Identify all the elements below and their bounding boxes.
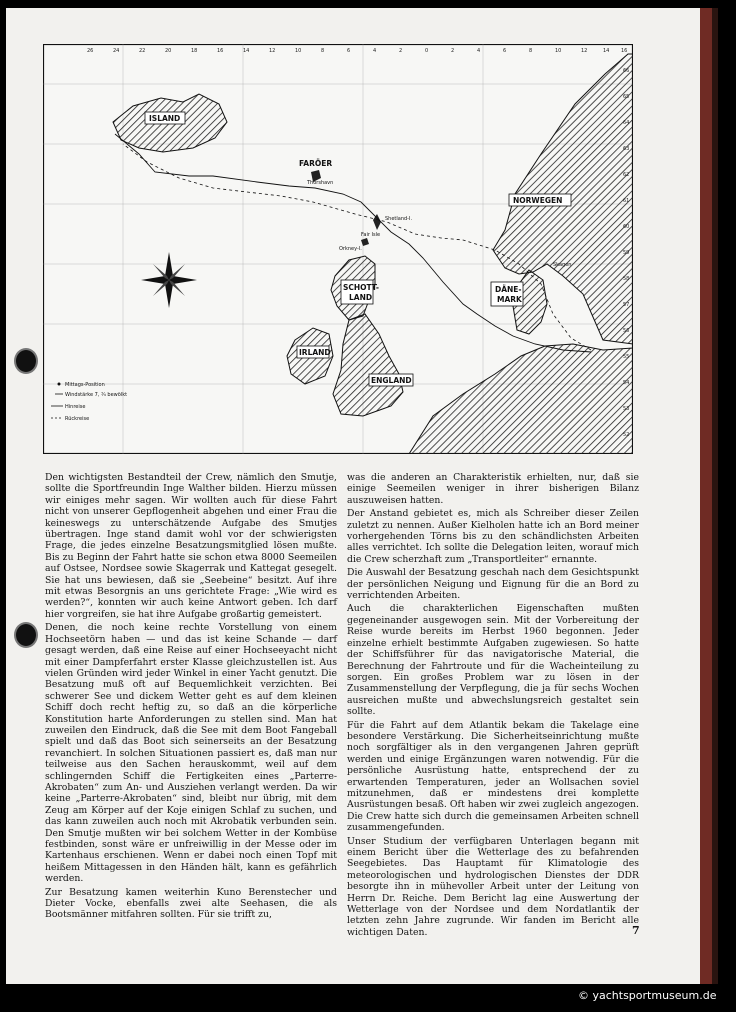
svg-text:2: 2: [399, 48, 403, 54]
svg-text:26: 26: [87, 48, 94, 54]
label-shetland: Shetland-I.: [385, 216, 413, 222]
shetland-islands: [373, 214, 381, 230]
label-irland: IRLAND: [299, 348, 331, 357]
map-legend: [51, 382, 127, 422]
label-orkney: Orkney-I.: [339, 246, 362, 252]
route-map: [43, 44, 633, 454]
svg-text:8: 8: [529, 48, 533, 54]
article-paragraph: Die Auswahl der Besatzung geschah nach dem Gesichtspunkt der persönlichen Neigung und Eignung für die an Bord zu verrichtenden Arbeiten.: [347, 567, 639, 602]
svg-text:52: 52: [623, 432, 630, 438]
label-island: ISLAND: [149, 114, 181, 123]
article-paragraph: Für die Fahrt auf dem Atlantik bekam die Takelage eine besondere Verstärkung. Die Sicherheitseinrichtung mußte noch sorgfältiger als in den vergangenen Jahren geprüft werden und einige Ergänzungen waren notwendig. Für die persönliche Ausrüstung hatte, entsprechend der zu erwartenden Temperaturen, jeder an Wollsachen soviel mitzunehmen, daß er mindestens drei komplette Ausrüstungen besaß. Oft haben wir zwei zugleich angezogen. Die Crew hatte sich durch die gemeinsamen Arbeiten schnell zusammengefunden.: [347, 719, 639, 834]
svg-text:6: 6: [503, 48, 507, 54]
england-landmass: [333, 314, 403, 416]
svg-text:56: 56: [623, 328, 630, 334]
book-edge-shadow: [712, 8, 718, 984]
svg-text:0: 0: [425, 48, 429, 54]
label-norwegen: NORWEGEN: [513, 196, 563, 205]
svg-text:2: 2: [451, 48, 455, 54]
label-thorshavn: Thorshavn: [307, 180, 334, 186]
svg-text:55: 55: [623, 354, 630, 360]
svg-text:Mittags-Position: Mittags-Position: [65, 382, 105, 388]
svg-text:63: 63: [623, 146, 630, 152]
label-daenemark-2: MARK: [497, 295, 522, 304]
svg-text:4: 4: [477, 48, 481, 54]
label-schottland-1: SCHOTT-: [343, 283, 379, 292]
svg-text:Hinreise: Hinreise: [65, 404, 86, 410]
svg-text:12: 12: [581, 48, 588, 54]
label-fair-isle: Fair Isle: [361, 232, 381, 238]
article-paragraph: Auch die charakterlichen Eigenschaften mußten gegeneinander ausgewogen sein. Mit der Vorbereitung der Reise wurde bereits im Herbst 1960 begonnen. Jeder einzelne erhielt bestimmte Aufgaben zugewiesen. So hatte der Schiffsführer für das navigatorische Material, die Berechnung der Fahrtroute und für die Wacheinteilung zu sorgen. Ein großes Problem war zu lösen in der Zusammenstellung der Verpflegung, die ja für sechs Wochen ausreichen mußte und abwechslungsreich gestaltet sein sollte.: [347, 603, 639, 718]
article-paragraph: Der Anstand gebietet es, mich als Schreiber dieser Zeilen zuletzt zu nennen. Außer Kielholen hatte ich an Bord meiner vorhergehenden Törns bis zu den schändlichsten Arbeiten alles verrichtet. Ich sollte die Delegation leiten, worauf mich die Crew scherzhaft zum „Transportleiter“ ernannte.: [347, 508, 639, 565]
svg-text:10: 10: [295, 48, 302, 54]
article-right-column: [347, 472, 639, 940]
svg-text:66: 66: [623, 68, 630, 74]
top-ticks: [87, 48, 627, 54]
article-paragraph: Unser Studium der verfügbaren Unterlagen begann mit einem Bericht über die Wetterlage des zu befahrenden Seegebietes. Das Hauptamt für Klimatologie des meteorologischen und hydrologischen Dienstes der DDR besorgte ihn in mühevoller Arbeit unter der Leitung von Herrn Dr. Reiche. Dem Bericht lag eine Auswertung der Wetterlage von der Nordsee und dem Nordatlantik der letzten zehn Jahre zugrunde. Wir fanden im Bericht alle wichtigen Daten.: [347, 835, 639, 938]
page-number: 7: [632, 924, 640, 937]
article-paragraph: was die anderen an Charakteristik erhielten, nur, daß sie einige Seemeilen weniger in ihrer bisherigen Bilanz auszuweisen hatten.: [347, 472, 639, 506]
article-paragraph: Zur Besatzung kamen weiterhin Kuno Berenstecher und Dieter Vocke, ebenfalls zwei alte Seehasen, die als Bootsmänner mitfahren sollten. Für sie trifft zu,: [45, 886, 337, 921]
svg-text:14: 14: [603, 48, 610, 54]
label-daenemark-1: DÄNE-: [495, 285, 522, 294]
svg-text:18: 18: [191, 48, 198, 54]
binding-hole-icon: [14, 348, 38, 374]
label-england: ENGLAND: [371, 376, 412, 385]
svg-text:20: 20: [165, 48, 172, 54]
svg-text:14: 14: [243, 48, 250, 54]
svg-text:59: 59: [623, 250, 630, 256]
svg-text:62: 62: [623, 172, 630, 178]
svg-text:24: 24: [113, 48, 120, 54]
article-paragraph: Den wichtigsten Bestandteil der Crew, nämlich den Smutje, sollte die Sportfreundin Inge Walther bilden. Hierzu müssen wir einiges mehr sagen. Wir wollten auch für diese Fahrt nicht von unserer Gepflogenheit abgehen und einer Frau die keineswegs zu unterschätzende Aufgabe des Smutjes übertragen. Inge stand damit wohl vor der schwierigsten Frage, die jedes einzelne Besatzungsmitglied lösen mußte. Bis zu Beginn der Fahrt hatte sie schon etwa 8000 Seemeilen auf Ostsee, Nordsee sowie Skagerrak und Kattegat gesegelt. Sie hat uns bewiesen, daß sie „Seebeine“ besitzt. Auf ihre mit etwas Besorgnis an uns gerichtete Frage: „Wie wird es werden?“, konnten wir auch keine Antwort geben. Ich darf hier vorgreifen, sie hat ihre Aufgabe großartig gemeistert.: [45, 472, 337, 620]
label-faroer: FARÖER: [299, 159, 333, 168]
svg-text:58: 58: [623, 276, 630, 282]
svg-text:60: 60: [623, 224, 630, 230]
svg-text:64: 64: [623, 120, 630, 126]
compass-rose-icon: [141, 252, 197, 308]
svg-text:4: 4: [373, 48, 377, 54]
svg-text:Rückreise: Rückreise: [65, 416, 90, 422]
book-edge: [700, 8, 712, 984]
svg-text:Windstärke 7, ¾ bewölkt: Windstärke 7, ¾ bewölkt: [65, 392, 128, 398]
svg-text:16: 16: [621, 48, 628, 54]
right-ticks: [623, 68, 629, 438]
svg-text:57: 57: [623, 302, 630, 308]
article-left-column: [45, 472, 337, 923]
svg-text:8: 8: [321, 48, 325, 54]
orkney-islands: [361, 238, 369, 246]
svg-text:53: 53: [623, 406, 630, 412]
watermark-credit: © yachtsportmuseum.de: [578, 989, 717, 1002]
binding-hole-icon: [14, 622, 38, 648]
label-schottland-2: LAND: [349, 293, 373, 302]
continent-landmass: [409, 344, 633, 454]
svg-text:61: 61: [623, 198, 630, 204]
article-paragraph: Denen, die noch keine rechte Vorstellung von einem Hochseetörn haben — und das ist keine Schande — darf gesagt werden, daß eine Reise auf einer Hochseeyacht nicht mit einer Dampferfahrt erster Klasse gleichzustellen ist. Aus vielen Gründen wird jeder Winkel in einer Yacht genutzt. Die Besatzung muß oft auf Bequemlichkeit verzichten. Bei schwerer See und dickem Wetter geht es auf dem kleinen Schiff doch recht heftig zu, so daß an die körperliche Konstitution harte Anforderungen zu stellen sind. Man hat zuweilen den Eindruck, daß die See mit dem Boot Fangeball spielt und daß das Boot sich seinerseits an der Besatzung revanchiert. In solchen Situationen passiert es, daß man nur teilweise aus den Sachen herauskommt, weil auf dem schlingernden Schiff die Fertigkeiten eines „Parterre-Akrobaten“ zum An- und Ausziehen verlangt werden. Da wir keine „Parterre-Akrobaten“ sind, bleibt nur übrig, mit dem Zeug am Körper auf der Koje einigen Schlaf zu suchen, und das kann zuweilen auch noch mit Akrobatik verbunden sein. Den Smutje mußten wir bei solchem Wetter in der Kombüse festbinden, sonst wäre er unfreiwillig in der Messe oder im Kartenhaus erschienen. Wenn er dabei noch einen Topf mit heißem Mittagessen in den Händen hält, kann es gefährlich werden.: [45, 622, 337, 885]
label-skagen: Skagen: [553, 262, 572, 268]
svg-text:22: 22: [139, 48, 146, 54]
svg-text:65: 65: [623, 94, 630, 100]
svg-text:6: 6: [347, 48, 351, 54]
svg-text:16: 16: [217, 48, 224, 54]
svg-text:10: 10: [555, 48, 562, 54]
svg-text:54: 54: [623, 380, 630, 386]
svg-text:12: 12: [269, 48, 276, 54]
